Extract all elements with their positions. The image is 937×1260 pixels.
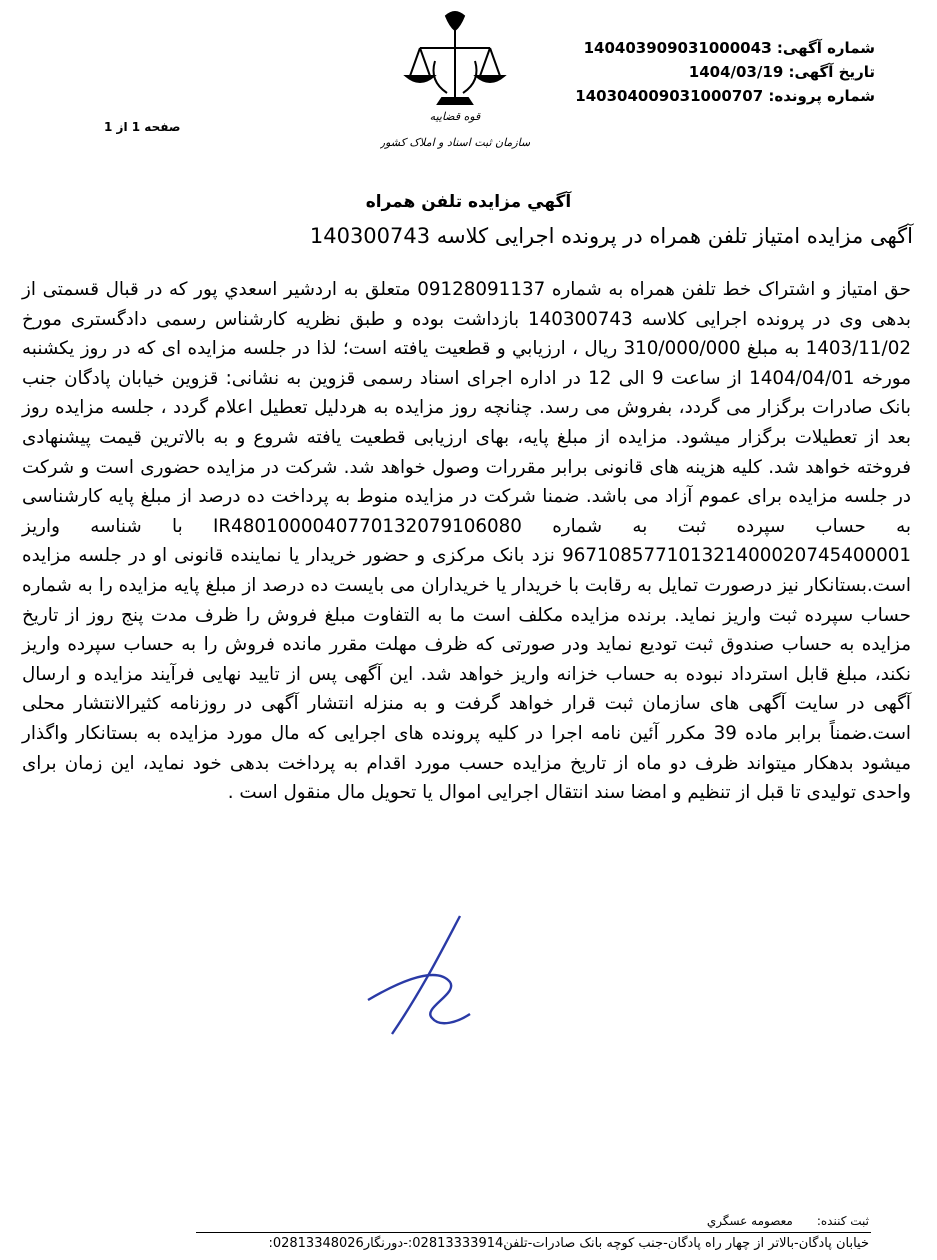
emblem-text-line1: قوه قضاییه bbox=[429, 110, 481, 123]
ad-metadata bbox=[575, 36, 875, 108]
registrar bbox=[683, 1214, 869, 1228]
notice-subtitle: آگهی مزایده امتیاز تلفن همراه در پرونده اجرایی کلاسه 140300743 bbox=[309, 224, 913, 248]
signature-mark bbox=[362, 910, 482, 1040]
footer-address: خیابان پادگان-بالاتر از چهار راه پادگان-جنب کوچه بانک صادرات-تلفن02813333914:-دورنگار02813348026: bbox=[268, 1236, 869, 1251]
judiciary-emblem-logo bbox=[380, 6, 530, 156]
ad-number: 14040390903100004З bbox=[583, 39, 772, 57]
emblem-text-line2: سازمان ثبت اسناد و املاک کشور bbox=[380, 136, 530, 149]
case-number-label: شماره پرونده: bbox=[768, 87, 875, 105]
ad-date-label: تاریخ آگهی: bbox=[788, 63, 875, 81]
registrar-label: ثبت کننده: bbox=[816, 1214, 869, 1228]
page-number: صفحه 1 از 1 bbox=[104, 120, 181, 134]
ad-date-row bbox=[575, 60, 875, 84]
notice-body: حق امتیاز و اشتراک خط تلفن همراه به شماره 09128091137 متعلق به اردشیر اسعدي پور که در قبال قسمتی از بدهی وی در پرونده اجرایی کلاسه 140300743 بازداشت بوده و طبق نظریه کارشناس رسمی دادگستری مورخ 1403/11/02 به مبلغ 310/000/000 ریال ، ارزيابي و قطعيت يافته است؛ لذا در جلسه مزايده ای که در روز یکشنبه مورخه 1404/04/01 از ساعت 9 الی 12 در اداره اجرای اسناد رسمی قزوین به نشانی: قزوین خیابان پادگان جنب بانک صادرات برگزار می گردد، بفروش می رسد. چنانچه روز مزایده به هردلیل تعطیل اعلام گردد ، جلسه مزایده روز بعد از تعطیلات برگزار میشود. مزایده از مبلغ پایه، بهای ارزیابی قطعیت یافته شروع و به بالاترین قیمت پیشنهادی فروخته خواهد شد. کلیه هزینه های قانونی برابر مقررات وصول خواهد شد. شرکت در مزایده حضوری است و شرکت در جلسه مزایده برای عموم آزاد می باشد. ضمنا شرکت در مزایده منوط به پرداخت ده درصد از مبلغ پایه کارشناسی به حساب سپرده ثبت به شماره IR480100004077013207910608​0 با شناسه واریز 967108577101321400020745400001 نزد بانک مرکزی و حضور خریدار یا نماینده قانونی او در جلسه مزایده است.بستانکار نیز درصورت تمایل به رقابت با خریدار یا خریداران می بایست ده درصد از مبلغ پایه مزایده را به شماره حساب سپرده ثبت واریز نماید. برنده مزایده مکلف است ما به التفاوت مبلغ فروش را ظرف مدت پنج روز از تاریخ مزایده به حساب صندوق ثبت تودیع نماید ودر صورتی که ظرف مهلت مقرر مانده فروش را به حساب سپرده واریز نکند، مبلغ قابل استرداد نبوده به حساب خزانه واریز خواهد شد. این آگهی پس از تایید نهایی فرآیند مزایده و ارسال آگهی در سایت آگهی های سازمان ثبت قرار خواهد گرفت و به منزله انتشار آگهی در روزنامه کثیرالانتشار محلی است.ضمناً برابر ماده 39 مکرر آئین نامه اجرا در کلیه پرونده های اجرایی که مال مورد مزایده به بستانکار واگذار میشود بدهکار میتواند ظرف دو ماه از تاریخ مزایده حسب مورد اقدام به پرداخت بدهی خود نماید، این زمان برای واحدی تولیدی تا قبل از تنظیم و امضا سند انتقال اجرایی اموال یا تحویل مال منقول است . bbox=[22, 279, 912, 804]
notice-title: آگهي مزايده تلفن همراه bbox=[365, 192, 572, 212]
ad-number-row bbox=[575, 36, 875, 60]
case-number: 14030400903100070​7 bbox=[575, 87, 764, 105]
case-number-row bbox=[575, 84, 875, 108]
footer-divider bbox=[196, 1232, 871, 1233]
ad-number-label: شماره آگهی: bbox=[776, 39, 875, 57]
registrar-name: معصومه عسگري bbox=[706, 1214, 793, 1228]
ad-date: 1404/03/19 bbox=[688, 63, 784, 81]
